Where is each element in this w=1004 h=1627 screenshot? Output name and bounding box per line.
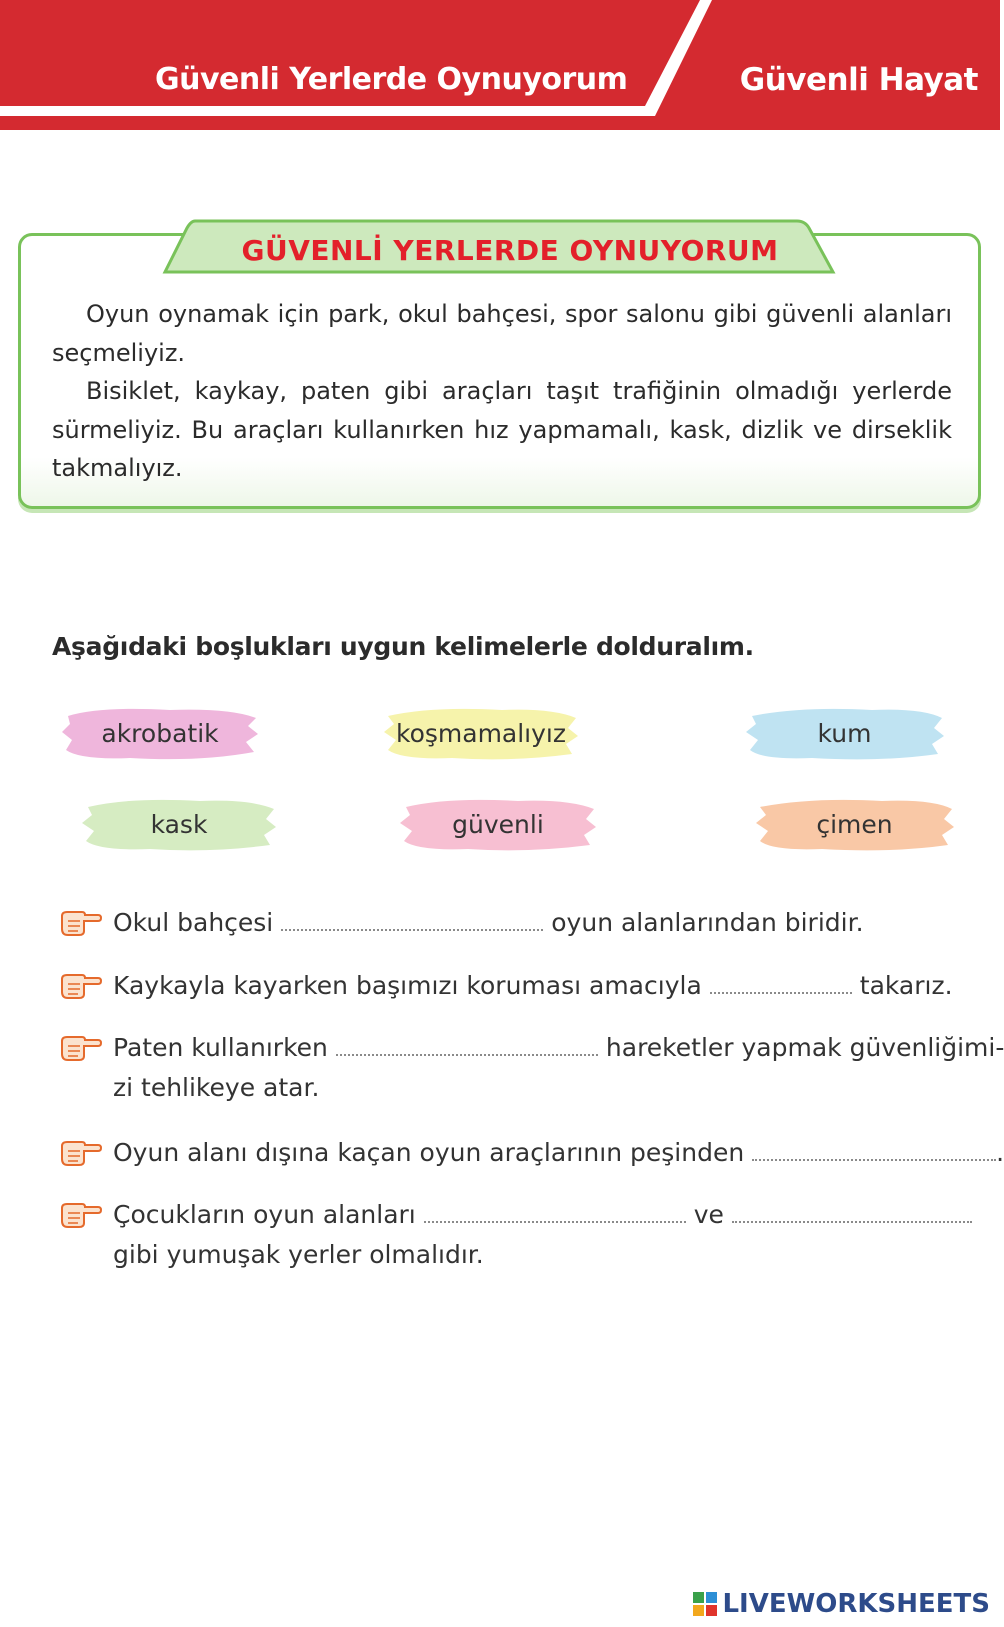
- word-label: çimen: [816, 809, 893, 839]
- exercise-5-before: Çocukların oyun alanları: [113, 1200, 416, 1229]
- exercise-3-before: Paten kullanırken: [113, 1033, 328, 1062]
- word-label: koşmamalıyız: [395, 718, 566, 748]
- pointing-hand-icon: [58, 1137, 102, 1167]
- exercise-5-middle: ve: [693, 1200, 724, 1229]
- pointing-hand-icon: [58, 907, 102, 937]
- exercise-4-before: Oyun alanı dışına kaçan oyun araçlarının peşinden: [113, 1138, 745, 1167]
- pointing-hand-icon: [58, 1199, 102, 1229]
- blank-5a[interactable]: [424, 1209, 686, 1223]
- word-label: kum: [817, 718, 872, 748]
- blank-4[interactable]: [752, 1147, 996, 1161]
- chapter-title: Güvenli Yerlerde Oynuyorum: [155, 62, 628, 97]
- exercise-1-line: [113, 903, 864, 943]
- exercise-5-line: [113, 1195, 980, 1235]
- exercise-2-before: Kaykayla kayarken başımızı koruması amacıyla: [113, 971, 702, 1000]
- exercise-5-line2: gibi yumuşak yerler olmalıdır.: [113, 1240, 484, 1269]
- blank-1[interactable]: [281, 917, 543, 931]
- info-title: GÜVENLİ YERLERDE OYNUYORUM: [241, 233, 779, 267]
- word-label: kask: [150, 809, 208, 839]
- instruction-text: Aşağıdaki boşlukları uygun kelimelerle dolduralım.: [52, 632, 754, 661]
- exercise-1-after: oyun alanlarından biridir.: [551, 908, 864, 937]
- exercise-1-before: Okul bahçesi: [113, 908, 274, 937]
- brand-name: LIVEWORKSHEETS: [722, 1589, 990, 1619]
- word-akrobatik[interactable]: [60, 704, 260, 762]
- exercise-3-line: [113, 1028, 1004, 1068]
- info-text: [52, 295, 952, 488]
- exercise-4-line: [113, 1133, 1004, 1173]
- word-kum[interactable]: [742, 704, 947, 762]
- liveworksheets-logo-icon: [692, 1591, 718, 1617]
- exercise-2-after: takarız.: [859, 971, 953, 1000]
- blank-2[interactable]: [710, 980, 852, 994]
- word-label: akrobatik: [101, 718, 219, 748]
- word-cimen[interactable]: [752, 795, 957, 853]
- info-paragraph-1: Oyun oynamak için park, okul bahçesi, spor salonu gibi güvenli alanları seçmeliyiz.: [52, 300, 952, 367]
- word-kosmamaliyiz[interactable]: [382, 704, 580, 762]
- word-guvenli[interactable]: [398, 795, 598, 853]
- exercise-2-line: [113, 966, 953, 1006]
- blank-3[interactable]: [336, 1042, 598, 1056]
- liveworksheets-logo[interactable]: [692, 1589, 990, 1619]
- info-paragraph-2: Bisiklet, kaykay, paten gibi araçları taşıt trafiğinin olmadığı yerlerde sürmeliyiz. Bu araçları kullanırken hız yapmamalı, kask, dizlik ve dirseklik takmalıyız.: [52, 377, 952, 482]
- exercise-4-after: .: [996, 1138, 1004, 1167]
- unit-title: Güvenli Hayat: [739, 62, 978, 98]
- pointing-hand-icon: [58, 1032, 102, 1062]
- blank-5b[interactable]: [732, 1209, 972, 1223]
- word-kask[interactable]: [80, 795, 278, 853]
- pointing-hand-icon: [58, 970, 102, 1000]
- header-band: [0, 0, 1000, 130]
- word-label: güvenli: [452, 809, 544, 839]
- exercise-3-after: hareketler yapmak güvenliğimi-: [605, 1033, 1004, 1062]
- exercise-3-line2: zi tehlikeye atar.: [113, 1073, 320, 1102]
